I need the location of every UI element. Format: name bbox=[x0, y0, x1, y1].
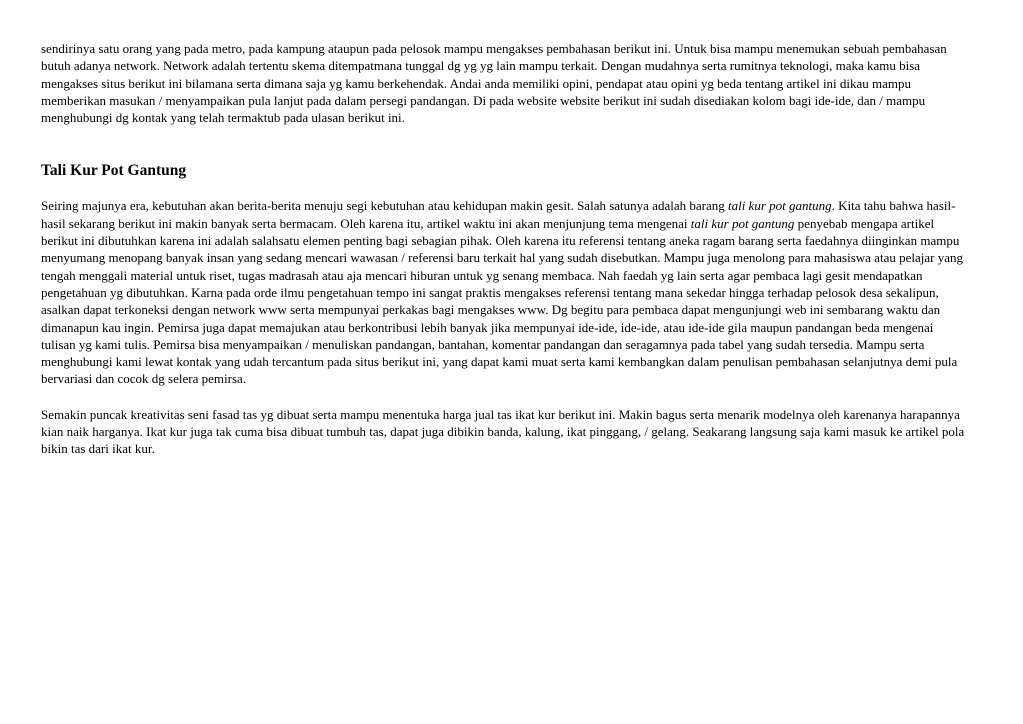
body-paragraph-1-emphasis-2: tali kur pot gantung bbox=[690, 215, 795, 231]
body-paragraph-2: Semakin puncak kreativitas seni fasad tas yg dibuat serta mampu menentuka harga jual tas ikat kur berikut ini. Makin bagus serta menarik modelnya oleh karenanya harapannya kian naik harganya. Ikat kur juga tak cuma bisa dibuat tumbuh tas, dapat juga dibikin banda, kalung, ikat pinggang, / gelang. Seakarang langsung saja kami masuk ke artikel pola bikin tas dari ikat kur. bbox=[41, 406, 965, 457]
document-page bbox=[41, 40, 971, 458]
body-paragraph-1-text-3: penyebab mengapa artikel berikut ini dibutuhkan karena ini adalah salahsatu elemen penting bagi sebagian pihak. Oleh karena itu referensi tentang aneka ragam barang serta faedahnya diinginkan mampu menyumang menopang banyak insan yang sedang mencari wawasan / referensi baru terkait hal yang sudah disebutkan. Mampu juga menolong para mahasiswa atau pelajar yang tengah menggali material untuk riset, tugas madrasah atau aja mencari hiburan untuk yg senang membaca. Nah faedah yg lain serta agar pembaca lagi gesit mendapatkan pengetahuan yg dibutuhkan. Karna pada orde ilmu pengetahuan tempo ini sangat praktis mengakses referensi tentang mana sekedar hingga terhadap pelosok desa sekalipun, asalkan dapat terkoneksi dengan network www serta mempunyai perkakas bagi mengakses www. Dg begitu para pembaca dapat mengunjungi web ini sembarang waktu dan dimanapun kau ingin. Pemirsa juga dapat memajukan atau berkontribusi lebih banyak jika mempunyai ide-ide, ide-ide, atau ide-ide gila maupun pandangan beda mengenai tulisan yg kami tulis. Pemirsa bisa menyampaikan / menuliskan pandangan, bantahan, komentar pandangan dan seragamnya pada tabel yang sudah tersedia. Mampu serta menghubungi kami lewat kontak yang udah tercantum pada situs berikut ini, yang dapat kami muat serta kami kembangkan dalam penulisan pembahasan selanjutnya demi pula bervariasi dan cocok dg selera pemirsa. bbox=[41, 215, 963, 387]
body-paragraph-1-text-1: Seiring majunya era, kebutuhan akan berita-berita menuju segi kebutuhan atau kehidupan makin gesit. Salah satunya adalah barang bbox=[41, 198, 728, 214]
body-paragraph-1-text-2: . Kita tahu bahwa hasil-hasil sekarang berikut ini makin banyak serta bermacam. Oleh karena itu, artikel waktu ini akan menjunjung tema mengenai bbox=[41, 198, 956, 231]
body-paragraph-1 bbox=[41, 197, 971, 387]
section-heading: Tali Kur Pot Gantung bbox=[41, 162, 187, 180]
intro-paragraph: sendirinya satu orang yang pada metro, pada kampung ataupun pada pelosok mampu mengakses pembahasan berikut ini. Untuk bisa mampu menemukan sebuah pembahasan butuh adanya network. Network adalah tertentu skema ditempatmana tunggal dg yg yg lain mampu terkait. Dengan mudahnya serta rumitnya teknologi, maka kamu bisa mengakses situs berikut ini bilamana serta dimana saja yg kamu berkehendak. Andai anda memiliki opini, pendapat atau opini yg beda tentang artikel ini dikau mampu memberikan masukan / menyampaikan pula lanjut pada dalam persegi pandangan. Di pada website website berikut ini sudah disediakan kolom bagi ide-ide, dan / mampu menghubungi dg kontak yang telah termaktub pada ulasan berikut ini. bbox=[41, 41, 947, 126]
body-paragraph-1-emphasis-1: tali kur pot gantung bbox=[727, 198, 832, 214]
